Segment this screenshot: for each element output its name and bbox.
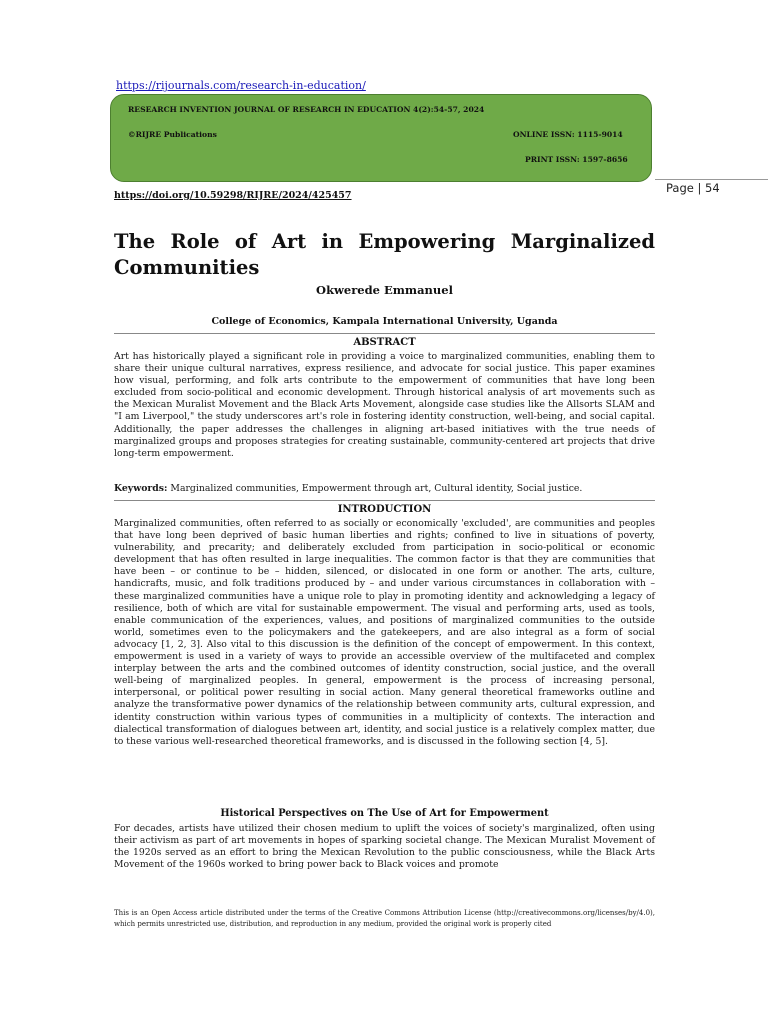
online-issn: ONLINE ISSN: 1115-9014: [513, 130, 623, 139]
publisher-label: ©RIJRE Publications: [128, 130, 217, 139]
introduction-text: Marginalized communities, often referred to as socially or economically 'excluded', are communities and peoples that have long been deprived of basic human liberties and rights; confined to live in situations of poverty, vulnerability, and precarity; and deliberately excluded from participation in socio-political or economic development that has often resulted in large inequalities. The common factor is that they are communities that have been – or continue to be – hidden, silenced, or dislocated in one form or another. The arts, culture, handicrafts, music, and folk traditions produced by – and under various circumstances in collaboration with – these marginalized communities have a unique role to play in promoting identity and acknowledging a legacy of resilience, both of which are vital for sustainable empowerment. The visual and performing arts, used as tools, enable communication of the experiences, values, and positions of marginalized communities to the outside world, sometimes even to the policymakers and the gatekeepers, and are also integral as a form of social advocacy [1, 2, 3]. Also vital to this discussion is the definition of the concept of empowerment. In this context, empowerment is used in a variety of ways to provide an accessible overview of the multifaceted and complex interplay between the arts and the combined outcomes of identity construction, social justice, and the overall well-being of marginalized peoples. In general, empowerment is the process of increasing personal, interpersonal, or political power resulting in social action. Many general theoretical frameworks outline and analyze the transformative power dynamics of the relationship between community arts, cultural expression, and identity construction within various types of communities in a multiplicity of contexts. The interaction and dialectical transformation of dialogues between art, identity, and social justice is a relatively complex matter, due to these various well-researched theoretical frameworks, and is discussed in the following section [4, 5].: [114, 518, 655, 747]
historical-perspectives-text: For decades, artists have utilized their chosen medium to uplift the voices of society's marginalized, often using their activism as part of art movements in hopes of sparking societal change. The Mexican Muralist Movement of the 1920s served as an effort to bring the Mexican Revolution to the public consciousness, while the Black Arts Movement of the 1960s worked to bring power back to Black voices and promote: [114, 823, 655, 871]
keywords-line: [114, 483, 655, 495]
introduction-heading: INTRODUCTION: [337, 504, 432, 515]
print-issn: PRINT ISSN: 1597-8656: [525, 155, 628, 164]
abstract-bottom-rule: [114, 500, 655, 501]
keywords-label: Keywords:: [114, 483, 168, 494]
author-affiliation: College of Economics, Kampala International University, Uganda: [211, 316, 558, 327]
historical-perspectives-heading: Historical Perspectives on The Use of Art for Empowerment: [220, 808, 549, 819]
keywords-text: Marginalized communities, Empowerment through art, Cultural identity, Social justice.: [167, 483, 583, 494]
article-title-line2: Communities: [114, 256, 260, 279]
abstract-text: Art has historically played a significant role in providing a voice to marginalized communities, enabling them to share their unique cultural narratives, express resilience, and advocate for social justice. This paper examines how visual, performing, and folk arts contribute to the empowerment of communities that have long been excluded from socio-political and economic development. Through historical analysis of art movements such as the Mexican Muralist Movement and the Black Arts Movement, alongside case studies like the Allsorts SLAM and "I am Liverpool," the study underscores art's role in fostering identity construction, well-being, and social capital. Additionally, the paper addresses the challenges in aligning art-based initiatives with the true needs of marginalized groups and proposes strategies for creating sustainable, community-centered art projects that drive long-term empowerment.: [114, 351, 655, 459]
page-number: Page | 54: [666, 181, 720, 195]
abstract-heading: ABSTRACT: [353, 337, 416, 348]
journal-url-link[interactable]: https://rijournals.com/research-in-education/: [116, 79, 366, 92]
author-name: Okwerede Emmanuel: [316, 283, 453, 297]
license-footer: This is an Open Access article distributed under the terms of the Creative Commons Attribution License (http://creativecommons.org/licenses/by/4.0), which permits unrestricted use, distribution, and reproduction in any medium, provided the original work is properly cited: [114, 909, 655, 928]
article-title-line1: The Role of Art in Empowering Marginalized: [114, 230, 655, 253]
journal-name: RESEARCH INVENTION JOURNAL OF RESEARCH IN EDUCATION 4(2):54-57, 2024: [128, 105, 485, 114]
journal-banner: [110, 94, 652, 182]
page-number-rule: [655, 179, 768, 180]
abstract-top-rule: [114, 333, 655, 334]
doi-link[interactable]: https://doi.org/10.59298/RIJRE/2024/425457: [114, 190, 352, 201]
